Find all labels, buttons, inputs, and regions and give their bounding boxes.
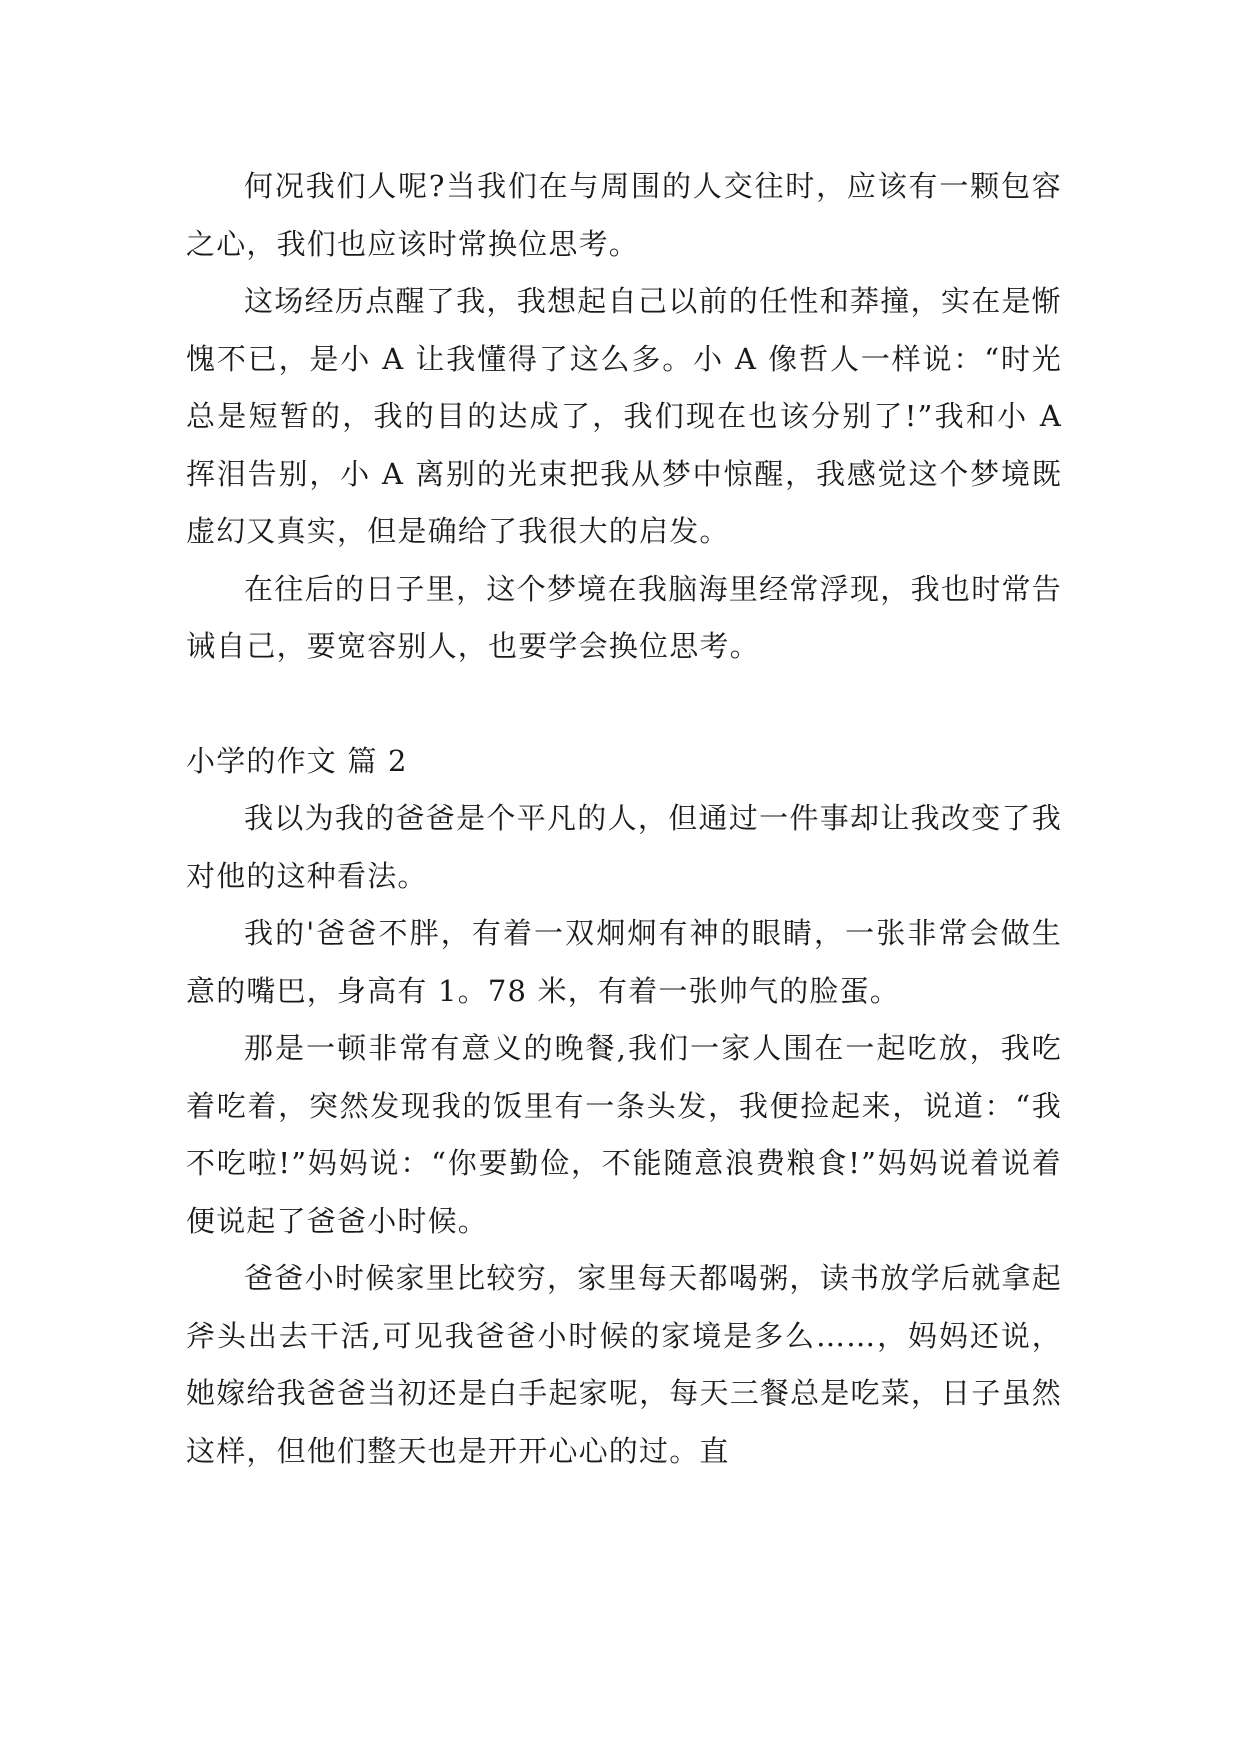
paragraph: 何况我们人呢?当我们在与周围的人交往时，应该有一颗包容之心，我们也应该时常换位思考。 [186, 169, 1062, 261]
paragraph: 爸爸小时候家里比较穷，家里每天都喝粥，读书放学后就拿起斧头出去干活,可见我爸爸小时候的家境是多么……，妈妈还说，她嫁给我爸爸当初还是白手起家呢，每天三餐总是吃菜，日子虽然这样，但他们整天也是开开心心的过。直 [186, 1261, 1062, 1468]
paragraph: 在往后的日子里，这个梦境在我脑海里经常浮现，我也时常告诫自己，要宽容别人，也要学会换位思考。 [186, 571, 1062, 663]
paragraph: 那是一顿非常有意义的晚餐,我们一家人围在一起吃放，我吃着吃着，突然发现我的饭里有一条头发，我便捡起来，说道：“我不吃啦!”妈妈说：“你要勤俭，不能随意浪费粮食!”妈妈说着说着便说起了爸爸小时候。 [186, 1031, 1062, 1238]
document-body [186, 158, 1062, 1480]
section-title: 小学的作文 篇 2 [186, 743, 408, 778]
paragraph: 这场经历点醒了我，我想起自己以前的任性和莽撞，实在是惭愧不已，是小 A 让我懂得了这么多。小 A 像哲人一样说：“时光总是短暂的，我的目的达成了，我们现在也该分别了!”我和小 A 挥泪告别，小 A 离别的光束把我从梦中惊醒，我感觉这个梦境既虚幻又真实，但是确给了我很大的启发。 [186, 284, 1062, 548]
paragraph: 我以为我的爸爸是个平凡的人，但通过一件事却让我改变了我对他的这种看法。 [186, 801, 1062, 893]
paragraph: 我的'爸爸不胖，有着一双炯炯有神的眼睛，一张非常会做生意的嘴巴，身高有 1。78 米，有着一张帅气的脸蛋。 [186, 916, 1062, 1008]
